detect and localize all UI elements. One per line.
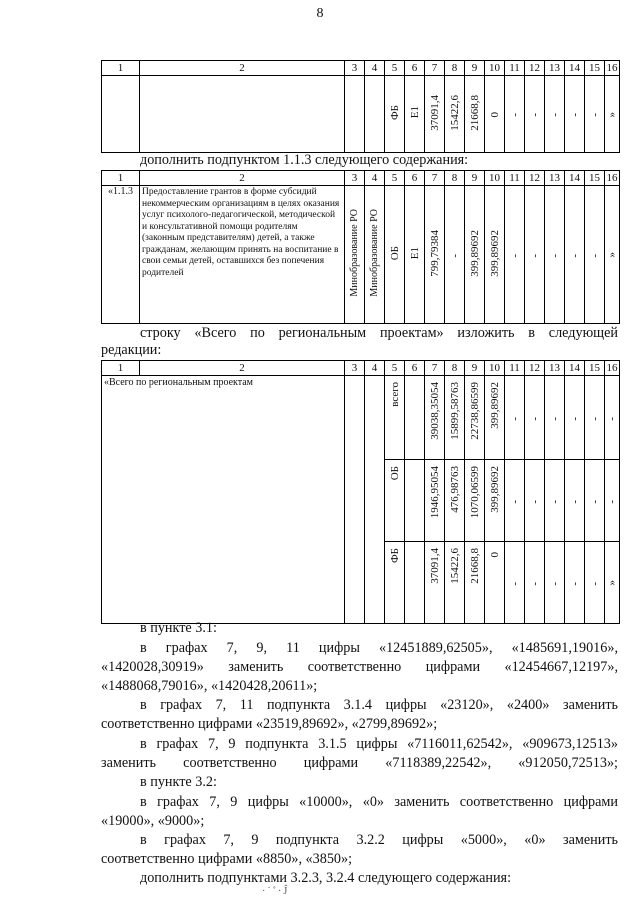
cell-col10: 399,89692 (488, 466, 501, 513)
item-number: «1.1.3 (102, 186, 140, 324)
cell-col14: - (568, 499, 581, 504)
cell-col10: 399,89692 (488, 229, 501, 277)
cell-budget: ФБ (388, 548, 401, 564)
table-2 (101, 170, 620, 324)
header-row (102, 361, 620, 376)
total-label: «Всего по региональным проектам (102, 376, 345, 624)
text-line: «1420028,30919» заменить соответственно цифрами «12454667,12197», (101, 659, 618, 675)
cell-col8: 15422,6 (448, 94, 461, 131)
cell-col8: 15422,6 (448, 548, 461, 584)
cell-col7: 37091,4 (428, 548, 441, 584)
cell-col8: 476,98763 (448, 466, 461, 513)
cell-col7: 37091,4 (428, 94, 441, 131)
hdr-5: 5 (385, 61, 405, 76)
hdr-10: 10 (485, 171, 505, 186)
cell-col8: 15899,58763 (448, 382, 461, 440)
cell-col9: 22738,86599 (468, 382, 481, 440)
hdr-8: 8 (445, 171, 465, 186)
hdr-16: 16 (606, 171, 618, 184)
hdr-4: 4 (365, 361, 385, 376)
cell-col16: » (606, 252, 618, 258)
cell-col14: - (568, 416, 581, 421)
cell-col15: - (588, 113, 601, 117)
hdr-6: 6 (405, 361, 425, 376)
hdr-6: 6 (405, 171, 425, 186)
hdr-1: 1 (102, 171, 140, 186)
cell-code: Е1 (408, 106, 421, 119)
cell-col16: » (606, 580, 618, 586)
hdr-5: 5 (385, 171, 405, 186)
hdr-8: 8 (445, 61, 465, 76)
hdr-4: 4 (365, 171, 385, 186)
cell-col12: - (528, 416, 541, 421)
table-1 (101, 60, 620, 153)
stamp-mark: ·˙˚·Ĵ (262, 886, 290, 897)
cell-col15: - (588, 499, 601, 504)
item-description: Предоставление грантов в форме субсидий некоммерческим организациям в целях оказания услуг психолого-педагогической, методической и консультативной помощи родителям (законным представителям) детей, а также гражданам, желающим принять на воспитание в свои семьи детей, оставшихся без попечения родителей (140, 186, 345, 324)
text-line: дополнить подпунктами 3.2.3, 3.2.4 следующего содержания: (140, 870, 512, 886)
paragraph-total-line1: строку «Всего по региональным проектам» изложить в следующей (140, 325, 618, 341)
hdr-12: 12 (525, 361, 545, 376)
cell-col9: 399,89692 (468, 229, 481, 277)
cell-col16: » (606, 111, 618, 117)
header-row (102, 171, 620, 186)
hdr-1: 1 (102, 361, 140, 376)
text-line: в графах 7, 9 подпункта 3.2.2 цифры «5000», «0» заменить (140, 832, 618, 848)
text-line: в пункте 3.2: (140, 774, 217, 790)
cell-col11: - (508, 416, 521, 421)
cell-col14: - (568, 253, 581, 258)
hdr-6: 6 (405, 61, 425, 76)
table-row-total (102, 376, 620, 460)
cell-col13: - (548, 499, 561, 504)
cell-col11: - (508, 113, 521, 117)
hdr-1: 1 (102, 61, 140, 76)
cell-col10: 0 (488, 111, 501, 117)
hdr-9: 9 (465, 61, 485, 76)
cell-col16: - (606, 416, 618, 421)
cell-col12: - (528, 253, 541, 258)
cell-budget: ОБ (388, 245, 401, 261)
hdr-3: 3 (345, 361, 365, 376)
text-line: в графах 7, 11 подпункта 3.1.4 цифры «23120», «2400» заменить (140, 697, 618, 713)
hdr-3: 3 (345, 171, 365, 186)
hdr-14: 14 (565, 61, 585, 76)
hdr-12: 12 (525, 61, 545, 76)
text-line: «19000», «9000»; (101, 813, 205, 829)
cell-budget: ФБ (388, 104, 401, 120)
text-line: заменить соответственно цифрами «7118389,22542», «912050,72513»; (101, 755, 618, 771)
cell-col15: - (588, 581, 601, 586)
cell-col12: - (528, 113, 541, 117)
hdr-15: 15 (585, 61, 605, 76)
hdr-15: 15 (585, 171, 605, 186)
hdr-10: 10 (485, 361, 505, 376)
text-line: «1488068,79016», «1420428,20611»; (101, 678, 318, 694)
hdr-4: 4 (365, 61, 385, 76)
hdr-14: 14 (565, 361, 585, 376)
hdr-11: 11 (505, 361, 525, 376)
cell-col15: - (588, 416, 601, 421)
cell-col7: 1946,95054 (428, 466, 441, 519)
text-line: в графах 7, 9, 11 цифры «12451889,62505», «1485691,19016», (140, 640, 618, 656)
hdr-13: 13 (545, 171, 565, 186)
hdr-13: 13 (545, 361, 565, 376)
hdr-11: 11 (505, 61, 525, 76)
hdr-15: 15 (585, 361, 605, 376)
header-row (102, 61, 620, 76)
cell-col10: 0 (488, 551, 501, 557)
hdr-7: 7 (425, 361, 445, 376)
paragraph-total-line2: редакции: (101, 342, 162, 358)
cell-col9: 21668,8 (468, 548, 481, 584)
hdr-11: 11 (505, 171, 525, 186)
table-3 (101, 360, 620, 624)
cell-budget: всего (388, 382, 401, 407)
hdr-16: 16 (606, 361, 618, 374)
table-row (102, 186, 620, 324)
hdr-14: 14 (565, 171, 585, 186)
hdr-9: 9 (465, 171, 485, 186)
cell-col14: - (568, 581, 581, 586)
cell-col16: - (606, 499, 618, 504)
hdr-2: 2 (140, 171, 345, 186)
hdr-7: 7 (425, 61, 445, 76)
hdr-9: 9 (465, 361, 485, 376)
cell-col13: - (548, 581, 561, 586)
hdr-2: 2 (140, 61, 345, 76)
cell-col9: 21668,8 (468, 94, 481, 131)
table-row (102, 76, 620, 153)
cell-col13: - (548, 416, 561, 421)
text-line: в пункте 3.1: (140, 620, 217, 636)
page-number: 8 (316, 6, 324, 21)
hdr-2: 2 (140, 361, 345, 376)
hdr-13: 13 (545, 61, 565, 76)
cell-col10: 399,89692 (488, 382, 501, 429)
cell-col7: 799,79384 (428, 229, 441, 277)
text-line: соответственно цифрами «8850», «3850»; (101, 851, 353, 867)
cell-coexecutor: Минобразование РО (369, 209, 380, 297)
hdr-7: 7 (425, 171, 445, 186)
cell-col11: - (508, 253, 521, 258)
hdr-10: 10 (485, 61, 505, 76)
text-line: соответственно цифрами «23519,89692», «2799,89692»; (101, 716, 438, 732)
cell-col12: - (528, 581, 541, 586)
cell-col13: - (548, 253, 561, 258)
hdr-5: 5 (385, 361, 405, 376)
hdr-12: 12 (525, 171, 545, 186)
cell-col15: - (588, 253, 601, 258)
cell-code: Е1 (408, 246, 421, 260)
cell-executor: Минобразование РО (349, 209, 360, 297)
hdr-8: 8 (445, 361, 465, 376)
cell-col7: 39038,35054 (428, 382, 441, 440)
hdr-3: 3 (345, 61, 365, 76)
cell-col14: - (568, 113, 581, 117)
cell-col13: - (548, 113, 561, 117)
cell-col11: - (508, 581, 521, 586)
text-line: в графах 7, 9 подпункта 3.1.5 цифры «7116011,62542», «909673,12513» (140, 736, 618, 752)
hdr-16: 16 (606, 61, 618, 74)
cell-budget: ОБ (388, 466, 401, 481)
cell-col11: - (508, 499, 521, 504)
cell-col12: - (528, 499, 541, 504)
text-line: в графах 7, 9 цифры «10000», «0» заменить соответственно цифрами (140, 794, 618, 810)
cell-col8: - (448, 253, 461, 258)
cell-col9: 1070,06599 (468, 466, 481, 519)
paragraph-add-1-1-3: дополнить подпунктом 1.1.3 следующего содержания: (140, 152, 469, 168)
